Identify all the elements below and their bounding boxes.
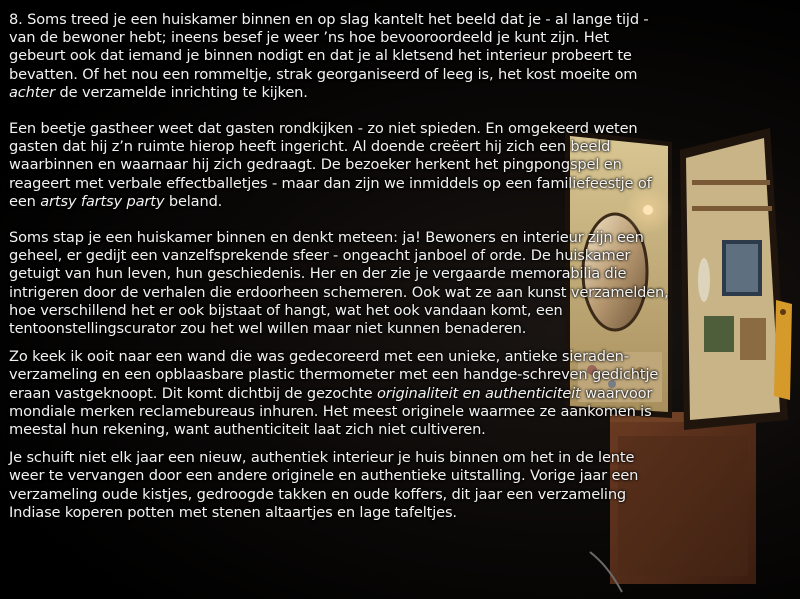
paragraph-2-text: Een beetje gastheer weet dat gasten rondkijken - zo niet spieden. En omgekeerd weten gasten dat hij z’n ruimte hierop heeft ingericht. Al doende creëert hij zich een beeld waarbinnen en waarnaar hij zich gedraagt. De bezoeker herkent het pingpongspel en reageert met verbale effectballetjes - maar dan zijn we inmiddels op een familiefeestje of een: [9, 120, 652, 210]
paragraph-4: [9, 348, 669, 439]
paragraph-1-text-end: de verzamelde inrichting te kijken.: [55, 83, 308, 101]
paragraph-1-emphasis: achter: [9, 83, 56, 101]
paragraph-1: [9, 11, 669, 102]
paragraph-3: Soms stap je een huiskamer binnen en denkt meteen: ja! Bewoners en interieur zijn een geheel, er gedijt een vanzelfsprekende sfeer - ongeacht janboel of orde. De huiskamer getuigt van hun leven, hun geschiedenis. Her en der zie je vergaarde memorabilia die intrigeren door de verhalen die erdoorheen schemeren. Ook wat ze aan kunst verzamelden, hoe verschillend het er ook bijstaat of hangt, wat het ook vandaan komt, een tentoonstellingscurator zou het wel willen maar niet kunnen benaderen.: [9, 229, 669, 338]
paragraph-2-text-end: beland.: [164, 192, 223, 210]
paragraph-4-text: Zo keek ik ooit naar een wand die was gedecoreerd met een unieke, antieke sieraden-verzameling en een opblaasbare plastic thermometer met een handge-schreven gedichtje eraan vastgeknoopt. Dit komt dichtbij de gezochte: [9, 348, 659, 402]
paragraph-5: Je schuift niet elk jaar een nieuw, authentiek interieur je huis binnen om het in de lente weer te vervangen door een andere originele en authentieke uitstalling. Vorige jaar een verzameling oude kistjes, gedroogde takken en oude koffers, dit jaar een verzameling Indiase koperen potten met stenen altaartjes en lage tafeltjes.: [9, 449, 639, 521]
paragraph-4-emphasis: originaliteit en authenticiteit: [376, 384, 581, 402]
paragraph-4-text-end: waarvoor mondiale merken reclamebureaus inhuren. Het meest originele waarmee ze aankomen is meestal hun rekening, want authenticiteit laat zich niet cultiveren.: [9, 384, 653, 439]
paragraph-2: [9, 120, 669, 211]
paragraph-2-emphasis: artsy fartsy party: [40, 192, 165, 210]
paragraph-1-text: 8. Soms treed je een huiskamer binnen en op slag kantelt het beeld dat je - al lange tijd - van de bewoner hebt; ineens besef je weer ’ns hoe bevooroordeeld je kunt zijn. Het gebeurt ook dat iemand je binnen nodigt en dat je al kletsend het interieur probeert te bevatten. Of het nou een rommeltje, strak georganiseerd of leeg is, het kost moeite om: [9, 11, 649, 83]
article-text: [9, 11, 669, 540]
